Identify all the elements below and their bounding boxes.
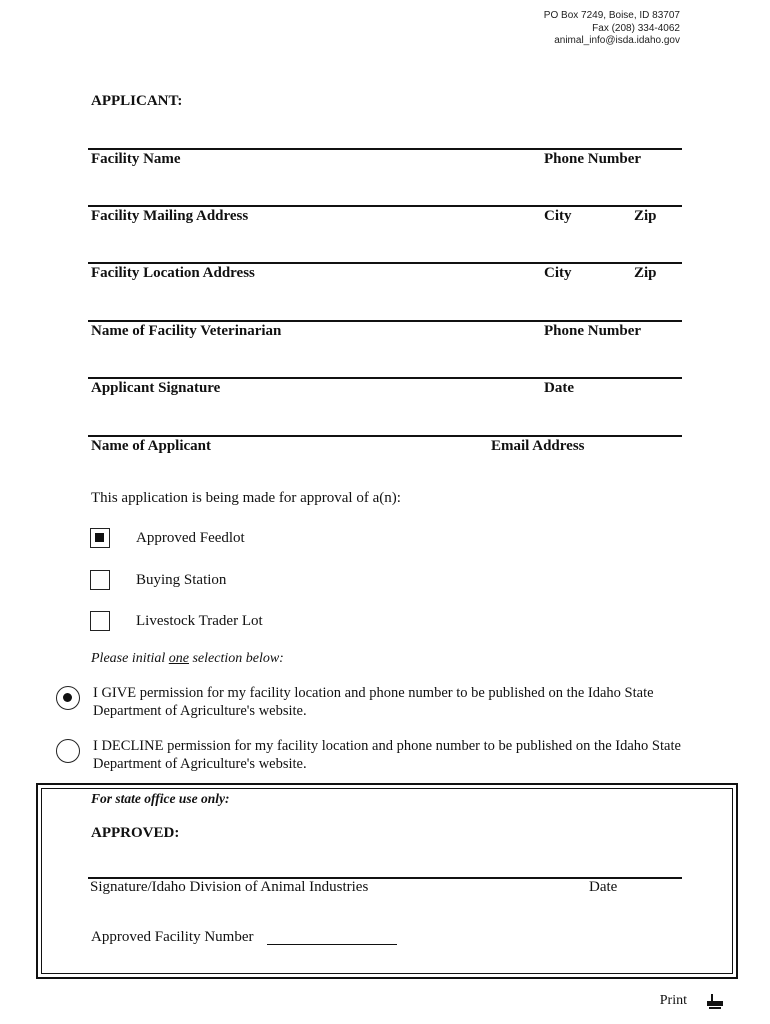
mailing-city-field[interactable]	[543, 182, 627, 206]
location-city-label: City	[544, 265, 572, 281]
applicant-heading: APPLICANT:	[91, 93, 183, 109]
applicant-name-label: Name of Applicant	[91, 438, 211, 454]
date-field[interactable]	[543, 354, 685, 378]
state-office-note: For state office use only:	[91, 791, 230, 806]
veterinarian-name-field[interactable]	[90, 297, 534, 321]
applicant-signature-label: Applicant Signature	[91, 380, 221, 396]
email-address-label: Email Address	[491, 438, 585, 454]
initial-selection-note	[91, 651, 284, 667]
facility-number-line	[267, 944, 397, 945]
email-line: animal_info@isda.idaho.gov	[554, 35, 680, 46]
applicant-signature-field[interactable]	[90, 354, 534, 378]
office-date-label: Date	[589, 879, 618, 895]
veterinarian-name-label: Name of Facility Veterinarian	[91, 323, 282, 339]
date-label: Date	[544, 380, 574, 396]
initial-note-emphasis: one	[168, 651, 189, 666]
give-permission-text: I GIVE permission for my facility location and phone number to be published on the Idaho State Department of Agriculture's website.	[93, 685, 654, 719]
location-zip-field[interactable]	[632, 239, 685, 263]
approved-feedlot-label: Approved Feedlot	[136, 530, 245, 546]
fax-line: Fax (208) 334-4062	[592, 22, 680, 34]
applicant-name-field[interactable]	[90, 412, 484, 436]
approved-feedlot-checkbox[interactable]	[90, 528, 110, 548]
signature-rule	[88, 377, 682, 379]
facility-name-rule	[88, 148, 682, 150]
location-address-field[interactable]	[90, 239, 534, 263]
location-address-label: Facility Location Address	[91, 265, 255, 281]
approved-heading: APPROVED:	[91, 825, 180, 841]
mailing-address-rule	[88, 205, 682, 207]
approval-type-prompt: This application is being made for approval of a(n):	[91, 490, 401, 506]
buying-station-checkbox[interactable]	[90, 570, 110, 590]
office-signature-label: Signature/Idaho Division of Animal Industries	[90, 879, 369, 895]
location-zip-label: Zip	[634, 265, 657, 281]
give-permission-radio[interactable]	[56, 686, 80, 710]
initial-note-prefix: Please initial	[91, 651, 169, 666]
facility-name-field[interactable]	[90, 125, 534, 149]
contact-info	[544, 10, 680, 48]
email-address-field[interactable]	[490, 412, 685, 436]
mailing-address-field[interactable]	[90, 182, 534, 206]
buying-station-label: Buying Station	[136, 572, 227, 588]
livestock-trader-lot-label: Livestock Trader Lot	[136, 613, 263, 629]
location-city-field[interactable]	[543, 239, 627, 263]
mailing-address-label: Facility Mailing Address	[91, 208, 249, 224]
decline-permission-radio[interactable]	[56, 739, 80, 763]
mailing-zip-label: Zip	[634, 208, 657, 224]
phone-number-field[interactable]	[543, 125, 685, 149]
print-icon[interactable]	[706, 993, 724, 1011]
address-line: PO Box 7249, Boise, ID 83707	[543, 10, 680, 21]
location-address-rule	[88, 262, 682, 264]
livestock-trader-lot-checkbox[interactable]	[90, 611, 110, 631]
veterinarian-rule	[88, 320, 682, 322]
initial-note-suffix: selection below:	[188, 651, 284, 666]
veterinarian-phone-label: Phone Number	[544, 323, 642, 339]
facility-name-label: Facility Name	[91, 151, 181, 167]
phone-number-label: Phone Number	[544, 151, 642, 167]
facility-number-label: Approved Facility Number	[91, 929, 254, 945]
mailing-city-label: City	[544, 208, 572, 224]
applicant-name-rule	[88, 435, 682, 437]
veterinarian-phone-field[interactable]	[543, 297, 685, 321]
print-button[interactable]: Print	[659, 993, 687, 1008]
mailing-zip-field[interactable]	[632, 182, 685, 206]
decline-permission-text: I DECLINE permission for my facility location and phone number to be published on the Idaho State Department of Agriculture's website.	[93, 738, 681, 772]
